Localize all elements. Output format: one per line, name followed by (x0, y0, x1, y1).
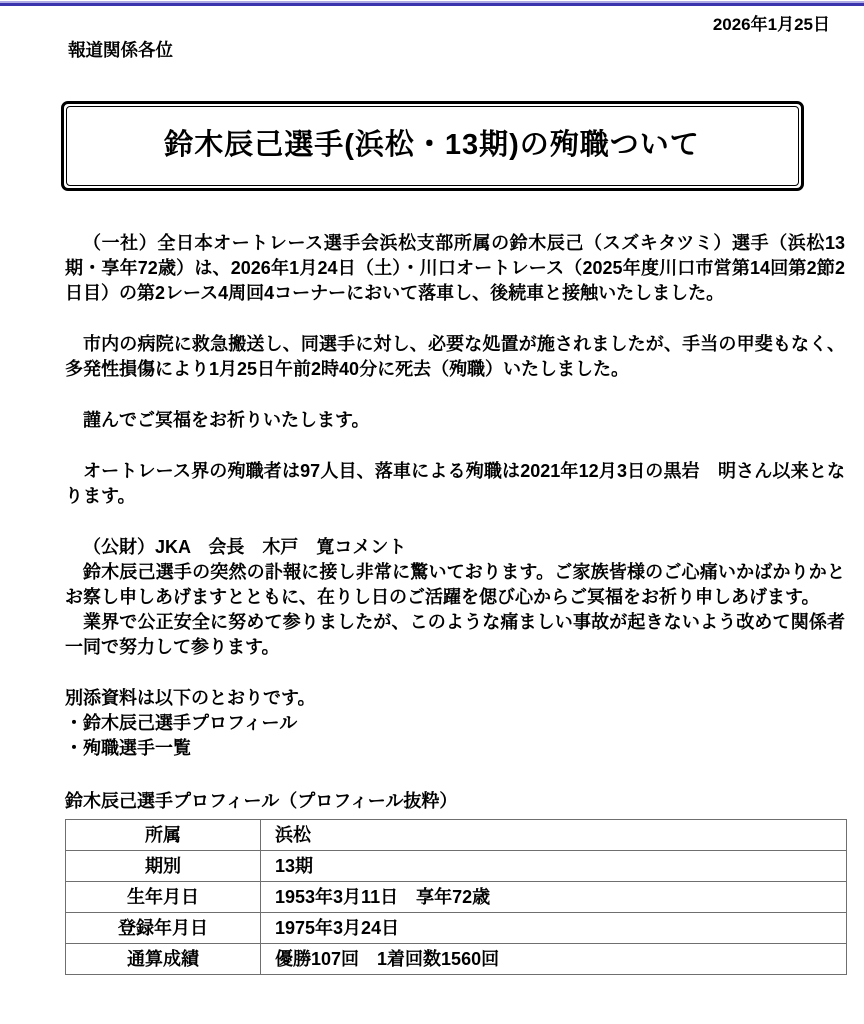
paragraph-hospital: 市内の病院に救急搬送し、同選手に対し、必要な処置が施されましたが、手当の甲斐もなく、多発性損傷により1月25日午前2時40分に死去（殉職）いたしました。 (65, 334, 845, 379)
title-box (61, 101, 804, 191)
comment-paragraph-safety: 業界で公正安全に努めて参りましたが、このような痛ましい事故が起きないよう改めて関係者一同で努力して参ります。 (65, 612, 845, 657)
attachments-section (65, 686, 845, 761)
profile-row-birthdate (66, 882, 847, 913)
title-box-inner (66, 106, 799, 186)
profile-value-cell: 1953年3月11日 享年72歳 (261, 882, 847, 913)
document-body (65, 231, 845, 975)
profile-row-affiliation (66, 820, 847, 851)
document-title: 鈴木辰己選手(浜松・13期)の殉職ついて (164, 129, 700, 161)
paragraph-fatality-count: オートレース界の殉職者は97人目、落車による殉職は2021年12月3日の黒岩 明さん以来となります。 (65, 461, 845, 506)
document-date: 2026年1月25日 (712, 15, 830, 34)
profile-row-registration-date (66, 913, 847, 944)
profile-label-cell: 期別 (66, 851, 261, 882)
chairman-comment-section (65, 535, 845, 660)
profile-value-cell: 浜松 (261, 820, 847, 851)
profile-label-cell: 生年月日 (66, 882, 261, 913)
attachments-intro: 別添資料は以下のとおりです。 (65, 688, 316, 708)
profile-label-cell: 所属 (66, 820, 261, 851)
recipient-line: 報道関係各位 (68, 40, 173, 60)
profile-row-class (66, 851, 847, 882)
profile-value-cell: 13期 (261, 851, 847, 882)
comment-paragraph-shock: 鈴木辰己選手の突然の訃報に接し非常に驚いております。ご家族皆様のご心痛いかばかりかとお察し申しあげますとともに、在りし日のご活躍を偲び心からご冥福をお祈り申しあげます。 (65, 562, 845, 607)
profile-table (65, 819, 847, 975)
paragraph-incident: （一社）全日本オートレース選手会浜松支部所属の鈴木辰己（スズキタツミ）選手（浜松13期・享年72歳）は、2026年1月24日（土）・川口オートレース（2025年度川口市営第14回第2節2日目）の第2レース4周回4コーナーにおいて落車し、後続車と接触いたしました。 (65, 233, 845, 303)
paragraph-condolence: 謹んでご冥福をお祈りいたします。 (83, 410, 370, 430)
comment-heading: （公財）JKA 会長 木戸 寛コメント (83, 537, 407, 557)
attachment-item-profile: ・鈴木辰己選手プロフィール (65, 713, 298, 733)
profile-table-heading: 鈴木辰己選手プロフィール（プロフィール抜粋） (65, 791, 458, 811)
profile-row-career-record (66, 944, 847, 975)
attachment-item-fatality-list: ・殉職選手一覧 (65, 738, 191, 758)
window-top-accent-bar (0, 1, 864, 6)
profile-value-cell: 1975年3月24日 (261, 913, 847, 944)
profile-label-cell: 通算成績 (66, 944, 261, 975)
profile-value-cell: 優勝107回 1着回数1560回 (261, 944, 847, 975)
profile-label-cell: 登録年月日 (66, 913, 261, 944)
